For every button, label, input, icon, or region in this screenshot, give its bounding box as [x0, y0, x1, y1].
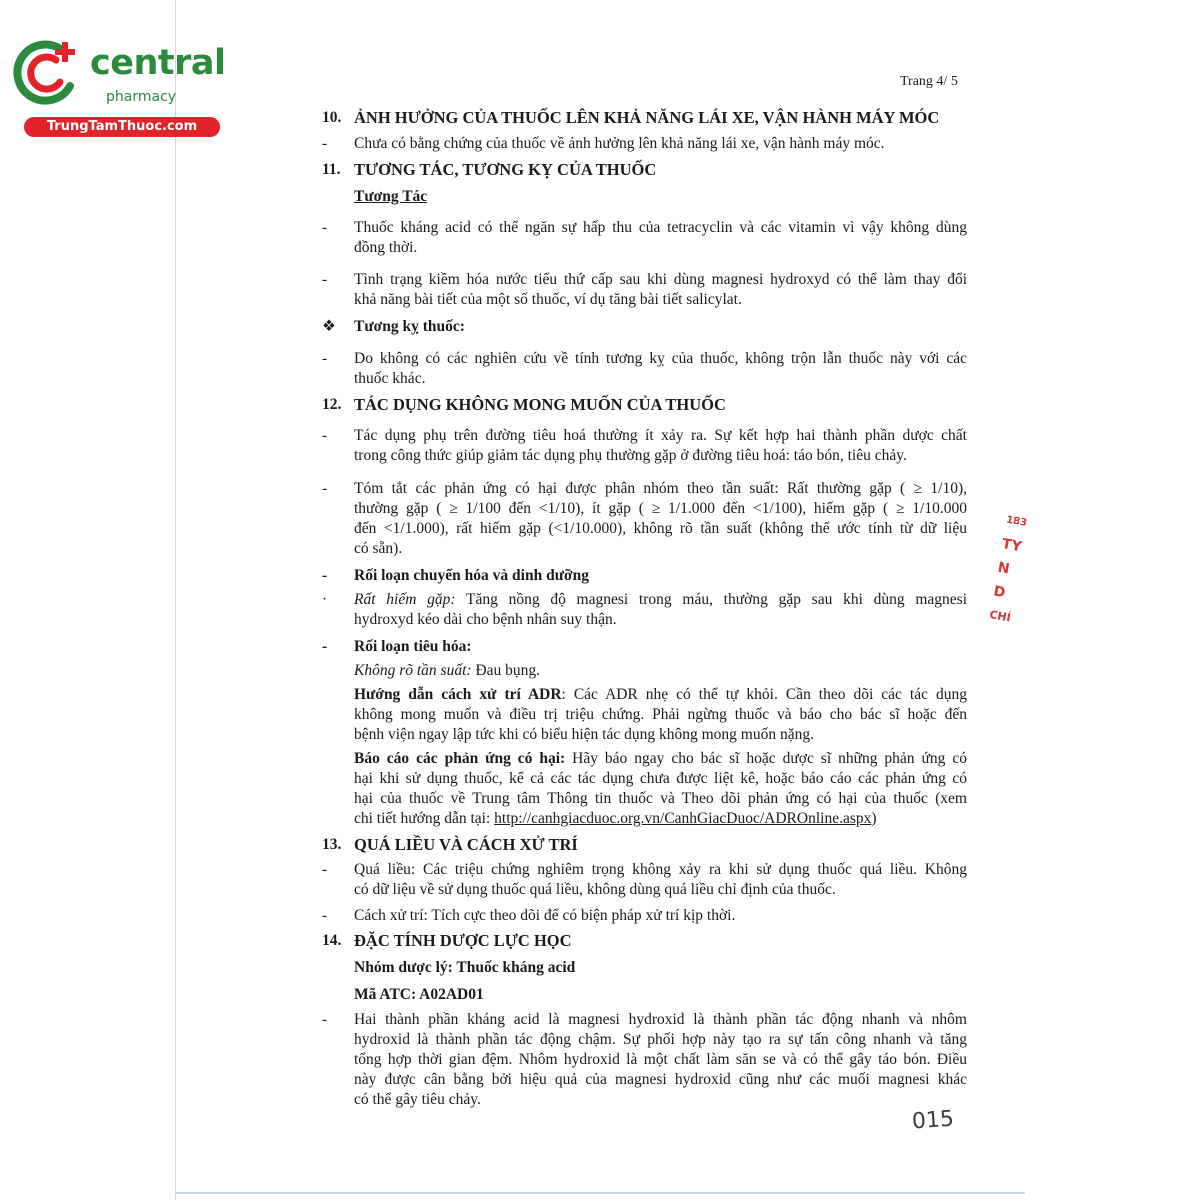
subsection-title: Tương kỵ thuốc: [354, 318, 465, 335]
section-13-heading [322, 835, 967, 855]
text-line: đến <1/1.000), rất hiếm gặp (<1/10.000), không rõ tần suất (không thể ước tính từ dữ liệu [354, 520, 967, 537]
section-11-heading [322, 160, 967, 180]
text-line: Hai thành phần kháng acid là magnesi hydroxid là thành phần tác động nhanh và nhôm [354, 1011, 967, 1028]
text-line: tổng hợp thời gian đệm. Nhôm hydroxid là một chất làm săn se và có thể gây táo bón. Điều [354, 1051, 967, 1068]
text-line: có thể gây tiêu chảy. [354, 1091, 481, 1108]
paragraph [322, 661, 967, 681]
dash-marker: - [322, 480, 328, 497]
text-line: hại của thuốc về Trung tâm Thông tin thuốc và Theo dõi phản ứng có hại của thuốc (xem [354, 790, 967, 807]
text-line: Tình trạng kiềm hóa nước tiểu thứ cấp sau khi dùng magnesi hydroxyd có thể làm thay đổi [354, 271, 967, 288]
text-line: không mong muốn và điều trị triệu chứng. Phải ngừng thuốc và báo cho bác sĩ hoặc đến [354, 706, 967, 723]
list-item [322, 860, 967, 900]
atc-label: Mã ATC: A02AD01 [354, 986, 484, 1003]
section-14-heading [322, 931, 967, 951]
list-item [322, 590, 967, 630]
text-line: Quá liều: Các triệu chứng nghiêm trọng không xảy ra khi sử dụng thuốc quá liều. Không [354, 861, 967, 878]
section-number: 13. [322, 836, 342, 853]
list-item [322, 134, 967, 154]
text-span: Hãy báo ngay cho bác sĩ hoặc dược sĩ những phản ứng có [565, 750, 967, 767]
adr-label: Hướng dẫn cách xử trí ADR [354, 686, 562, 703]
dash-marker: - [322, 427, 328, 444]
list-item [322, 479, 967, 559]
logo-url-banner: TrungTamThuoc.com [24, 117, 220, 137]
list-item [322, 426, 967, 466]
dash-marker: - [322, 350, 328, 367]
page-bottom-edge [175, 1192, 1025, 1194]
text-line: thường gặp ( ≥ 1/100 đến <1/10), ít gặp ( ≥ 1/1.000 đến <1/100), hiếm gặp ( ≥ 1/10.000 [354, 500, 967, 517]
text-line: có dữ liệu về sử dụng thuốc quá liều, không dùng quá liều chỉ định của thuốc. [354, 881, 836, 898]
dash-marker: - [322, 135, 328, 152]
category-heading: Rối loạn chuyển hóa và dinh dưỡng [354, 567, 589, 584]
text-line: này được cân bằng bởi hiệu quả của magnesi hydroxid cũng như các muối magnesi khác [354, 1071, 967, 1088]
section-12-heading [322, 395, 967, 415]
logo-subtitle: pharmacy [106, 89, 177, 105]
text-line: trong công thức giúp giảm tác dụng phụ thường gặp ở đường tiêu hoá: táo bón, tiêu chảy. [354, 447, 907, 464]
dash-marker: - [322, 861, 328, 878]
section-title: ĐẶC TÍNH DƯỢC LỰC HỌC [354, 931, 572, 950]
section-title: TÁC DỤNG KHÔNG MONG MUỐN CỦA THUỐC [354, 395, 726, 414]
section-number: 10. [322, 109, 342, 126]
text-line: hydroxyd kéo dài cho bệnh nhân suy thận. [354, 611, 617, 628]
list-item [322, 1010, 967, 1110]
dash-marker: - [322, 219, 328, 236]
text-line [354, 685, 967, 705]
dash-marker: - [322, 567, 328, 584]
category-heading: Rối loạn tiêu hóa: [354, 638, 472, 655]
text-line: hydroxid là thành phần tác động chậm. Sự phối hợp này tạo ra sự tấn công nhanh và tăng [354, 1031, 967, 1048]
text-span: Đau bụng. [471, 662, 541, 679]
section-number: 14. [322, 932, 342, 949]
list-item-text: Chưa có bằng chứng của thuốc về ảnh hưởng lên khả năng lái xe, vận hành máy móc. [354, 135, 885, 152]
text-span: ) [871, 810, 877, 827]
list-item [322, 218, 967, 258]
text-line: Tóm tắt các phản ứng có hại được phân nhóm theo tần suất: Rất thường gặp ( ≥ 1/10), [354, 480, 967, 497]
section-number: 11. [322, 161, 341, 178]
company-stamp [982, 509, 1038, 662]
stamp-text: TY [1000, 536, 1023, 556]
list-item [322, 906, 967, 926]
stamp-text: CHÍ [988, 608, 1012, 625]
adr-online-link[interactable]: http://canhgiacduoc.org.vn/CanhGiacDuoc/ADROnline.aspx [494, 810, 872, 827]
dash-marker: - [322, 271, 328, 288]
text-line: Thuốc kháng acid có thể ngăn sự hấp thu của tetracyclin và các vitamin vì vậy không dùng [354, 219, 967, 236]
dash-marker: - [322, 1011, 328, 1028]
page-left-edge [175, 0, 176, 1200]
text-line: có sẵn). [354, 540, 403, 557]
section-number: 12. [322, 396, 342, 413]
text-line: thuốc khác. [354, 370, 426, 387]
stamp-text: N [996, 559, 1011, 578]
subsection-heading [322, 187, 967, 207]
report-paragraph [322, 749, 967, 829]
dash-marker: - [322, 907, 328, 924]
section-title: QUÁ LIỀU VÀ CÁCH XỬ TRÍ [354, 835, 578, 854]
dash-marker: - [322, 638, 328, 655]
text-span: chi tiết hướng dẫn tại: [354, 810, 495, 827]
pharmacy-logo-icon [10, 38, 80, 108]
subsection-heading [322, 317, 967, 337]
page-number: Trang 4/ 5 [900, 74, 958, 89]
text-line [354, 661, 967, 681]
text-span: : Các ADR nhẹ có thể tự khỏi. Cần theo dõi các tác dụng [561, 686, 967, 703]
central-pharmacy-logo [10, 38, 226, 138]
list-item [322, 349, 967, 389]
list-item [322, 566, 967, 586]
section-10-heading [322, 108, 967, 128]
text-line: bệnh viện ngay lập tức khi có biểu hiện tác dụng không mong muốn nặng. [354, 726, 814, 743]
stamp-text: 183 [1005, 514, 1028, 529]
text-line: khả năng bài tiết của một số thuốc, ví dụ tăng bài tiết salicylat. [354, 291, 742, 308]
text-span: Tăng nồng độ magnesi trong máu, thường gặp sau khi dùng magnesi [455, 591, 968, 608]
logo-name: central [90, 43, 226, 83]
handwritten-number: 015 [911, 1106, 955, 1135]
dot-marker: · [322, 591, 328, 608]
section-title: ẢNH HƯỞNG CỦA THUỐC LÊN KHẢ NĂNG LÁI XE, VẬN HÀNH MÁY MÓC [354, 108, 940, 127]
frequency-label: Rất hiếm gặp: [354, 591, 456, 608]
text-line: Tác dụng phụ trên đường tiêu hoá thường ít xảy ra. Sự kết hợp hai thành phần dược chất [354, 427, 967, 444]
subsection-title: Tương Tác [354, 188, 428, 205]
frequency-label: Không rõ tần suất: [354, 662, 472, 679]
pharmacological-group [322, 958, 967, 978]
section-title: TƯƠNG TÁC, TƯƠNG KỴ CỦA THUỐC [354, 160, 657, 179]
text-line: hại khi sử dụng thuốc, kể cả các tác dụng chưa được liệt kê, hoặc báo cáo các phản ứng có [354, 770, 967, 787]
report-label: Báo cáo các phản ứng có hại: [354, 750, 566, 767]
adr-guidance-paragraph [322, 685, 967, 745]
text-line [354, 749, 967, 769]
text-line: đồng thời. [354, 239, 418, 256]
text-line [354, 590, 967, 610]
diamond-bullet-icon: ❖ [322, 318, 336, 335]
list-item [322, 637, 967, 657]
stamp-text: D [992, 583, 1007, 602]
group-label: Nhóm dược lý: Thuốc kháng acid [354, 959, 576, 976]
text-line [354, 809, 967, 829]
list-item-text: Cách xử trí: Tích cực theo dõi để có biện pháp xử trí kịp thời. [354, 907, 736, 924]
atc-code [322, 985, 967, 1005]
text-line: Do không có các nghiên cứu về tính tương kỵ của thuốc, không trộn lẫn thuốc này với các [354, 350, 967, 367]
list-item [322, 270, 967, 310]
